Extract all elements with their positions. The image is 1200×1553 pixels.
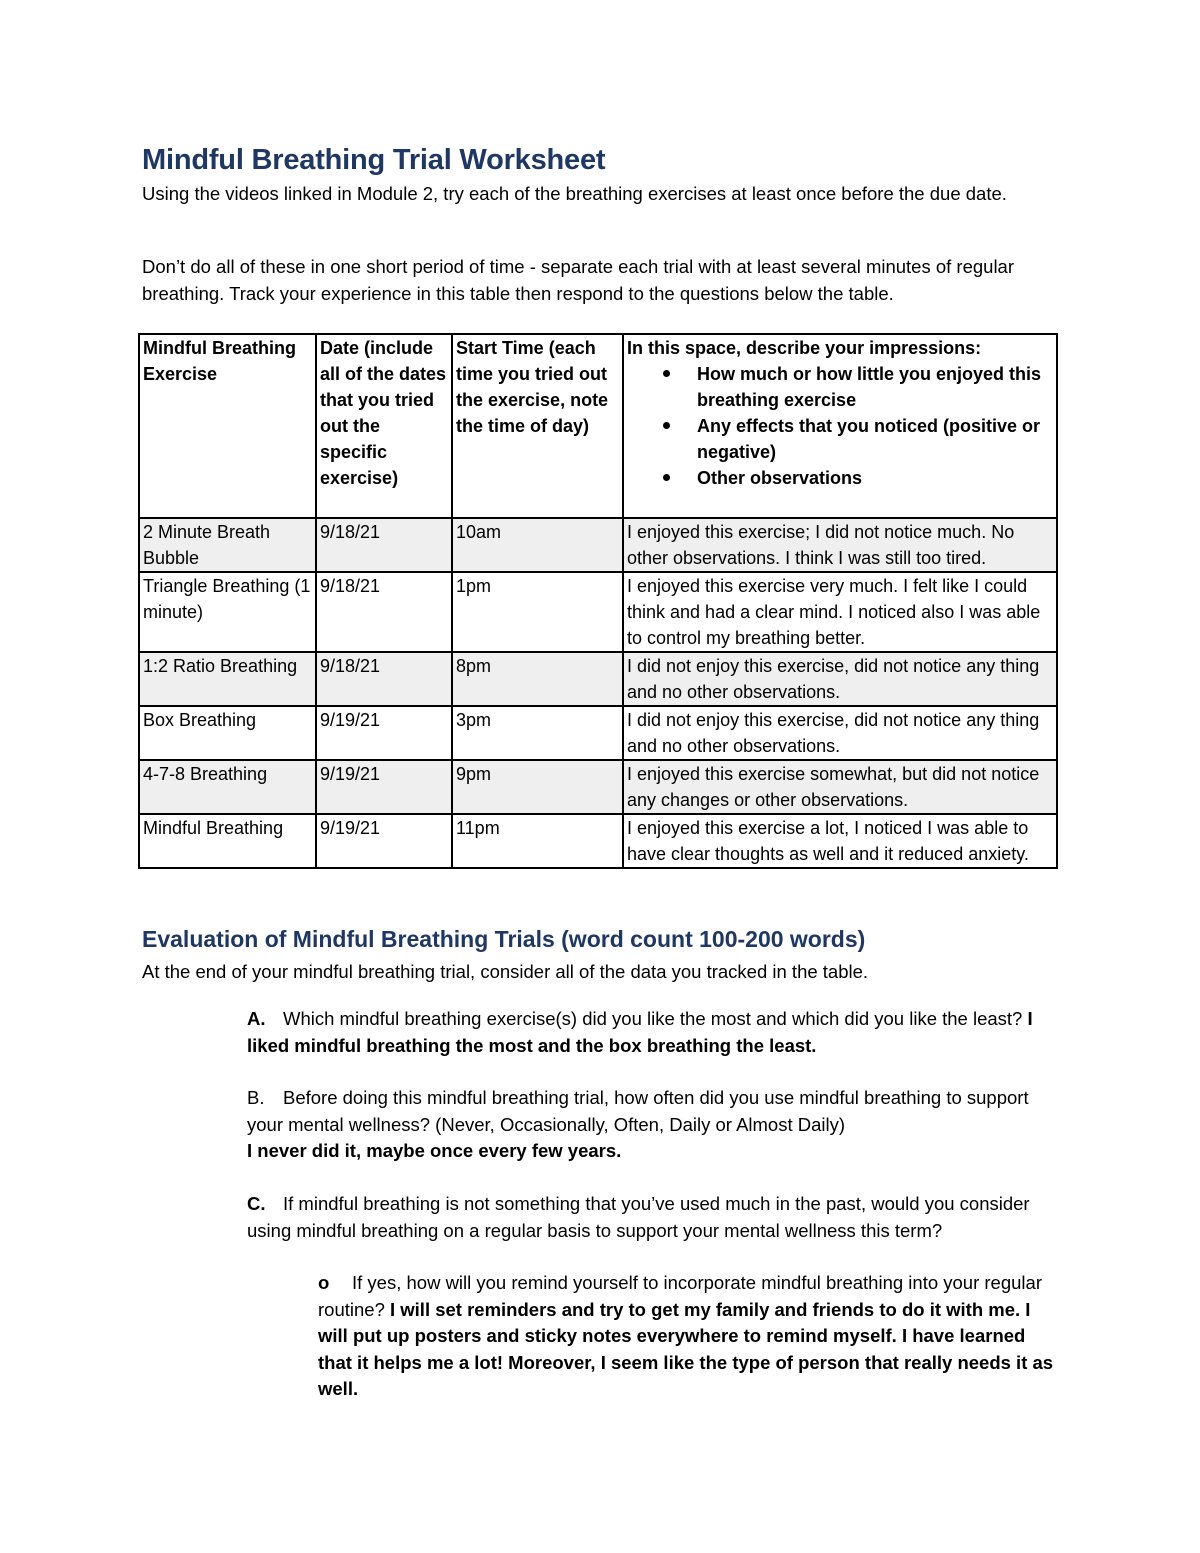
cell-exercise: Triangle Breathing (1 minute)	[139, 572, 316, 652]
cell-date: 9/18/21	[316, 518, 452, 572]
table-row	[139, 706, 1057, 760]
cell-time: 1pm	[452, 572, 623, 652]
cell-exercise: 1:2 Ratio Breathing	[139, 652, 316, 706]
sub-bullet-marker: o	[318, 1272, 330, 1293]
question-a	[247, 1006, 1067, 1059]
table-row	[139, 814, 1057, 868]
answer-text: I liked mindful breathing the most and the box breathing the least.	[247, 1008, 1033, 1056]
cell-time: 8pm	[452, 652, 623, 706]
cell-date: 9/18/21	[316, 572, 452, 652]
question-c	[247, 1191, 1067, 1244]
instructions-paragraph-1: Using the videos linked in Module 2, try each of the breathing exercises at least once before the due date.	[142, 183, 1007, 204]
impressions-bullet: How much or how little you enjoyed this breathing exercise	[627, 361, 1053, 413]
evaluation-intro: At the end of your mindful breathing trial, consider all of the data you tracked in the table.	[142, 961, 869, 982]
cell-impression: I enjoyed this exercise somewhat, but did not notice any changes or other observations.	[623, 760, 1057, 814]
instructions-paragraph-2: Don’t do all of these in one short period of time - separate each trial with at least several minutes of regular breathing. Track your experience in this table then respond to the questions below the table.	[142, 256, 1015, 304]
question-letter: B.	[247, 1087, 265, 1108]
question-letter: A.	[247, 1008, 266, 1029]
page-title: Mindful Breathing Trial Worksheet	[142, 144, 606, 176]
impressions-bullet: Other observations	[627, 465, 1053, 491]
header-impressions	[623, 334, 1057, 518]
header-date: Date (include all of the dates that you tried out the specific exercise)	[316, 334, 452, 518]
cell-impression: I enjoyed this exercise very much. I felt like I could think and had a clear mind. I noticed also I was able to control my breathing better.	[623, 572, 1057, 652]
question-c-subitem	[318, 1270, 1063, 1403]
cell-date: 9/19/21	[316, 706, 452, 760]
question-letter: C.	[247, 1193, 266, 1214]
cell-time: 11pm	[452, 814, 623, 868]
cell-exercise: 4-7-8 Breathing	[139, 760, 316, 814]
cell-exercise: Mindful Breathing	[139, 814, 316, 868]
cell-date: 9/18/21	[316, 652, 452, 706]
cell-exercise: 2 Minute Breath Bubble	[139, 518, 316, 572]
table-header-row	[139, 334, 1057, 518]
cell-impression: I enjoyed this exercise; I did not notice much. No other observations. I think I was still too tired.	[623, 518, 1057, 572]
answer-text: I never did it, maybe once every few years.	[247, 1140, 622, 1161]
table-row	[139, 572, 1057, 652]
question-b	[247, 1085, 1067, 1165]
cell-date: 9/19/21	[316, 814, 452, 868]
impressions-bullet: Any effects that you noticed (positive or negative)	[627, 413, 1053, 465]
cell-time: 9pm	[452, 760, 623, 814]
cell-time: 3pm	[452, 706, 623, 760]
evaluation-heading: Evaluation of Mindful Breathing Trials (word count 100-200 words)	[142, 926, 866, 952]
header-start-time: Start Time (each time you tried out the exercise, note the time of day)	[452, 334, 623, 518]
header-exercise: Mindful Breathing Exercise	[139, 334, 316, 518]
table-row	[139, 518, 1057, 572]
question-text: Before doing this mindful breathing trial, how often did you use mindful breathing to support your mental wellness? (Never, Occasionally, Often, Daily or Almost Daily)	[247, 1087, 1029, 1135]
answer-text: I will set reminders and try to get my family and friends to do it with me. I will put up posters and sticky notes everywhere to remind myself. I have learned that it helps me a lot! Moreover, I seem like the type of person that really needs it as well.	[318, 1298, 1054, 1399]
question-text: Which mindful breathing exercise(s) did you like the most and which did you like the least?	[283, 1008, 1028, 1029]
impressions-prompt: In this space, describe your impressions:	[627, 338, 982, 358]
cell-impression: I did not enjoy this exercise, did not notice any thing and no other observations.	[623, 706, 1057, 760]
cell-impression: I enjoyed this exercise a lot, I noticed I was able to have clear thoughts as well and it reduced anxiety.	[623, 814, 1057, 868]
cell-exercise: Box Breathing	[139, 706, 316, 760]
table-row	[139, 652, 1057, 706]
table-row	[139, 760, 1057, 814]
cell-impression: I did not enjoy this exercise, did not notice any thing and no other observations.	[623, 652, 1057, 706]
cell-date: 9/19/21	[316, 760, 452, 814]
question-text: If mindful breathing is not something that you’ve used much in the past, would you consider using mindful breathing on a regular basis to support your mental wellness this term?	[247, 1193, 1030, 1241]
impressions-bullet-list	[627, 361, 1053, 491]
cell-time: 10am	[452, 518, 623, 572]
sub-question-text: If yes, how will you remind yourself to incorporate mindful breathing into your regular routine?	[318, 1272, 1042, 1320]
breathing-log-table	[138, 333, 1058, 869]
